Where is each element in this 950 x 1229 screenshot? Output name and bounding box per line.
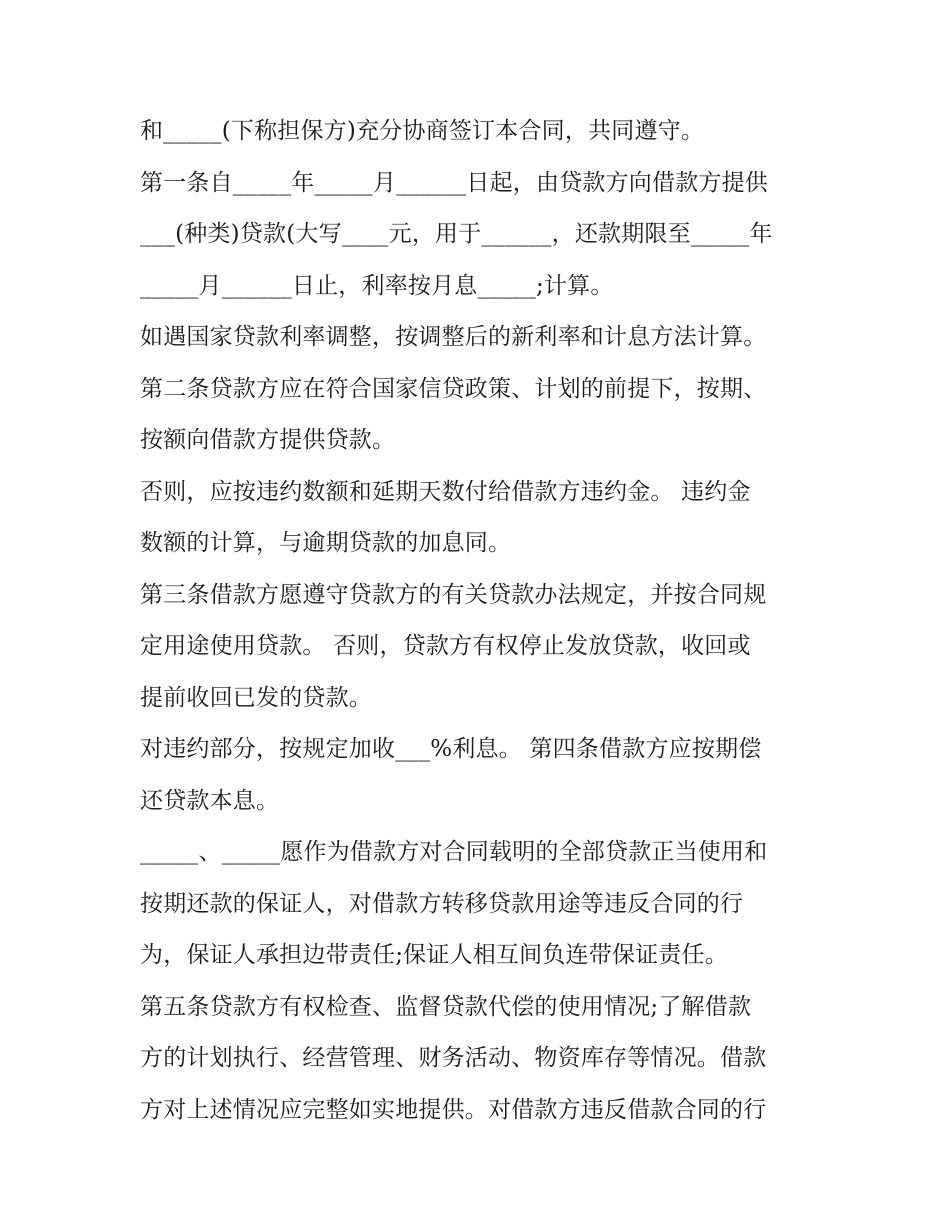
text-line: 定用途使用贷款。 否则，贷款方有权停止发放贷款，收回或 xyxy=(140,633,751,659)
text-line: 按期还款的保证人，对借款方转移贷款用途等违反合同的行 xyxy=(140,890,744,917)
text-line: 方对上述情况应完整如实地提供。对借款方违反借款合同的行 xyxy=(140,1096,767,1123)
text-line: 数额的计算，与逾期贷款的加息同。 xyxy=(140,530,512,556)
text-line: 第一条自_____年_____月______日起，由贷款方向借款方提供 xyxy=(140,169,768,196)
text-line: 第二条贷款方应在符合国家信贷政策、计划的前提下，按期、 xyxy=(140,375,767,402)
text-line: 否则，应按违约数额和延期天数付给借款方违约金。 违约金 xyxy=(140,478,751,505)
text-line: 按额向借款方提供贷款。 xyxy=(140,427,396,453)
text-line: 第五条贷款方有权检查、监督贷款代偿的使用情况;了解借款 xyxy=(140,993,752,1020)
text-line: 还贷款本息。 xyxy=(140,787,280,814)
text-line: 第三条借款方愿遵守贷款方的有关贷款办法规定，并按合同规 xyxy=(140,581,767,608)
text-line: 方的计划执行、经营管理、财务活动、物资库存等情况。借款 xyxy=(140,1045,767,1071)
text-line: 对违约部分，按规定加收___%利息。 第四条借款方应按期偿 xyxy=(140,736,762,762)
text-line: _____、_____愿作为借款方对合同载明的全部贷款正当使用和 xyxy=(140,839,768,865)
text-line: 提前收回已发的贷款。 xyxy=(140,684,372,711)
text-line: ___(种类)贷款(大写____元，用于______，还款期限至_____年 xyxy=(140,221,773,247)
text-line: 如遇国家贷款利率调整，按调整后的新利率和计息方法计算。 xyxy=(140,324,767,350)
text-line: 为，保证人承担边带责任;保证人相互间负连带保证责任。 xyxy=(140,942,728,968)
text-line: 和_____(下称担保方)充分协商签订本合同，共同遵守。 xyxy=(140,118,705,144)
contract-text xyxy=(140,106,820,1136)
text-line: _____月______日止，利率按月息_____;计算。 xyxy=(140,272,614,299)
